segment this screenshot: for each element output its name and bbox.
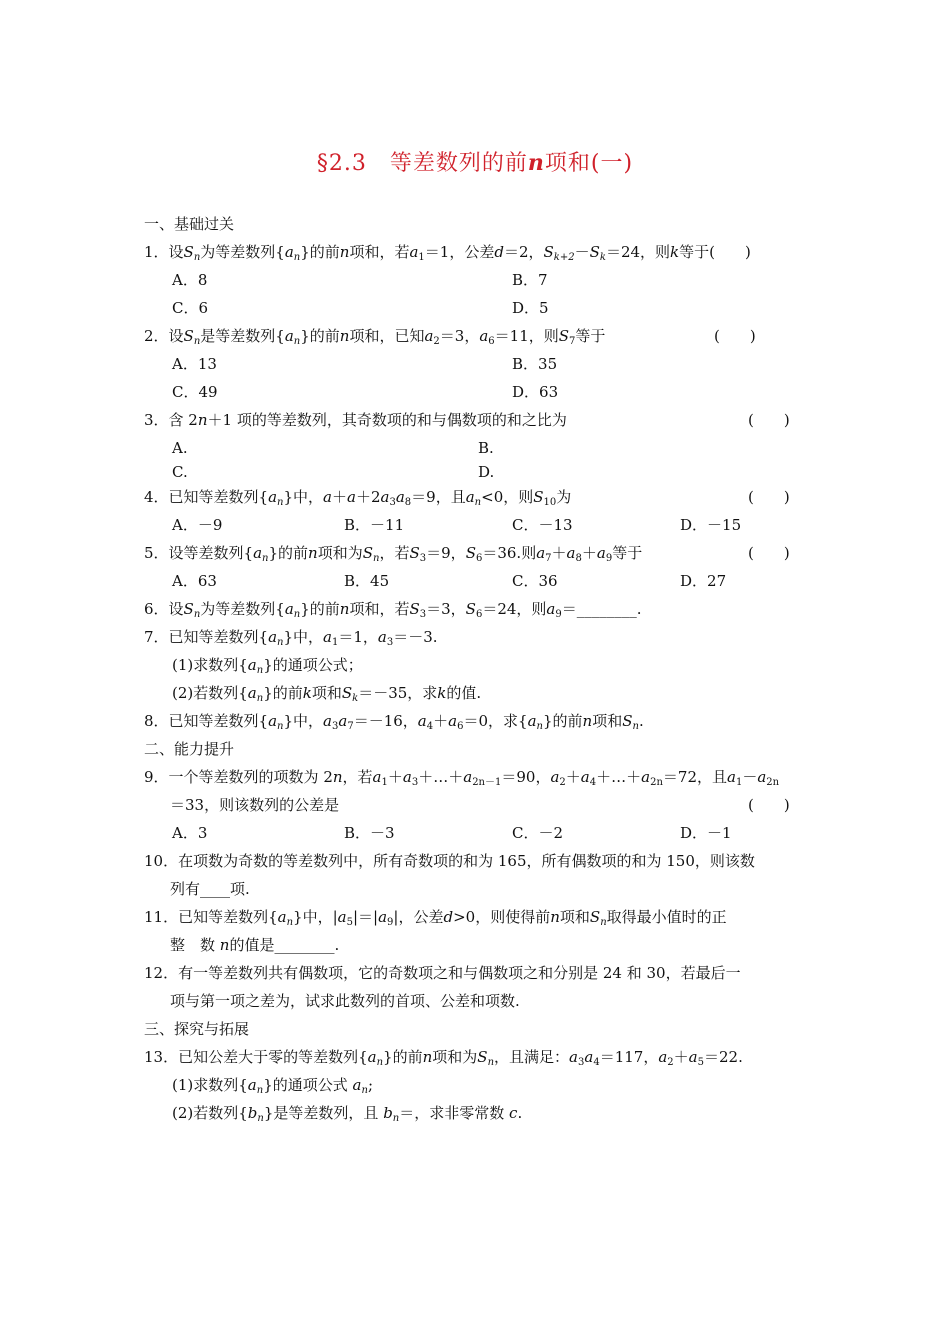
q9-option-b: B．－3: [344, 824, 395, 842]
q1-option-a: A．8: [172, 271, 208, 289]
question-1: 1．设$S_n$为等差数列$\{a_n\}$的前n项和，若$a_1=1$，公差d＝2，$S_{k+2}-S_k=24$，则k等于( ): [144, 243, 751, 263]
q2-option-c: C．49: [172, 383, 218, 401]
section-heading-explore: 三、探究与拓展: [144, 1020, 250, 1038]
q3-option-a: A.: [172, 439, 188, 457]
question-10: 10．在项数为奇数的等差数列中，所有奇数项的和为 165，所有偶数项的和为 150，则该数: [144, 852, 755, 870]
q4-option-d: D．－15: [680, 516, 742, 534]
q9-option-c: C．－2: [512, 824, 564, 842]
q3-option-d: D.: [478, 463, 495, 481]
q3-option-b: B.: [478, 439, 494, 457]
q2-option-d: D．63: [512, 383, 559, 401]
q13-part-2: (2)若数列$\{b_n\}$是等差数列，且 $b_n=$，求非零常数 c.: [172, 1104, 523, 1124]
q5-option-d: D．27: [680, 572, 727, 590]
question-9: 9．一个等差数列的项数为 2n，若$a_1+a_3+\dots+a_{2n-1}=90$，$a_2+a_4+\dots+a_{2n}=72$，且$a_1-a_{2n}$: [144, 768, 780, 788]
q13-part-1: (1)求数列$\{a_n\}$的通项公式 $a_n$;: [172, 1076, 373, 1096]
question-13: 13．已知公差大于零的等差数列$\{a_n\}$的前n项和为$S_n$，且满足：$a_3a_4=117$，$a_2+a_5=22$.: [144, 1048, 743, 1068]
section-heading-basic: 一、基础过关: [144, 215, 235, 233]
page-title: §2.3 等差数列的前n项和(一): [316, 150, 634, 176]
q7-part-2: (2)若数列$\{a_n\}$的前k项和$S_k=-35$，求k的值.: [172, 684, 482, 704]
q5-answer-paren: ( ): [748, 544, 790, 562]
q9-option-a: A．3: [172, 824, 208, 842]
q1-option-c: C．6: [172, 299, 209, 317]
q9-line-2: ＝33，则该数列的公差是: [170, 796, 340, 814]
q9-answer-paren: ( ): [748, 796, 790, 814]
q5-option-b: B．45: [344, 572, 390, 590]
q11-line-2: 整 数 n的值是________.: [170, 936, 340, 954]
q3-option-c: C.: [172, 463, 188, 481]
question-5: 5．设等差数列$\{a_n\}$的前n项和为$S_n$，若$S_3=9$，$S_6=36$.则$a_7+a_8+a_9$等于: [144, 544, 643, 564]
q3-answer-paren: ( ): [748, 411, 790, 429]
q7-part-1: (1)求数列$\{a_n\}$的通项公式；: [172, 656, 363, 676]
section-heading-ability: 二、能力提升: [144, 740, 235, 758]
q12-line-2: 项与第一项之差为，试求此数列的首项、公差和项数.: [170, 992, 520, 1010]
q2-option-a: A．13: [172, 355, 217, 373]
question-7: 7．已知等差数列$\{a_n\}$中，$a_1=1$，$a_3=-3$.: [144, 628, 438, 648]
question-6: 6．设$S_n$为等差数列$\{a_n\}$的前n项和，若$S_3=3$，$S_6=24$，则$a_9=\_\_\_\_\_\_\_\_$.: [144, 600, 642, 620]
question-3: 3．含 2n＋1 项的等差数列，其奇数项的和与偶数项的和之比为: [144, 411, 567, 429]
q10-line-2: 列有____项.: [170, 880, 250, 898]
q4-answer-paren: ( ): [748, 488, 790, 506]
question-4: 4．已知等差数列$\{a_n\}$中，$a+a+2a_3a_8=9$，且$a_n<0$，则$S_{10}$为: [144, 488, 572, 508]
q4-option-b: B．－11: [344, 516, 405, 534]
question-2: 2．设$S_n$是等差数列$\{a_n\}$的前n项和，已知$a_2=3$，$a_6=11$，则$S_7$等于: [144, 327, 606, 347]
q5-option-a: A．63: [172, 572, 217, 590]
q2-option-b: B．35: [512, 355, 558, 373]
q2-answer-paren: ( ): [714, 327, 756, 345]
q1-option-d: D．5: [512, 299, 549, 317]
q9-option-d: D．－1: [680, 824, 732, 842]
q5-option-c: C．36: [512, 572, 558, 590]
q1-option-b: B．7: [512, 271, 548, 289]
question-12: 12．有一等差数列共有偶数项，它的奇数项之和与偶数项之和分别是 24 和 30，若最后一: [144, 964, 741, 982]
question-11: 11．已知等差数列$\{a_n\}$中，$|a_5|=|a_9|$，公差d>0，则使得前n项和$S_n$取得最小值时的正: [144, 908, 727, 928]
question-8: 8．已知等差数列$\{a_n\}$中，$a_3a_7=-16$，$a_4+a_6=0$，求$\{a_n\}$的前n项和$S_n$.: [144, 712, 644, 732]
q4-option-c: C．－13: [512, 516, 573, 534]
q4-option-a: A．－9: [172, 516, 223, 534]
